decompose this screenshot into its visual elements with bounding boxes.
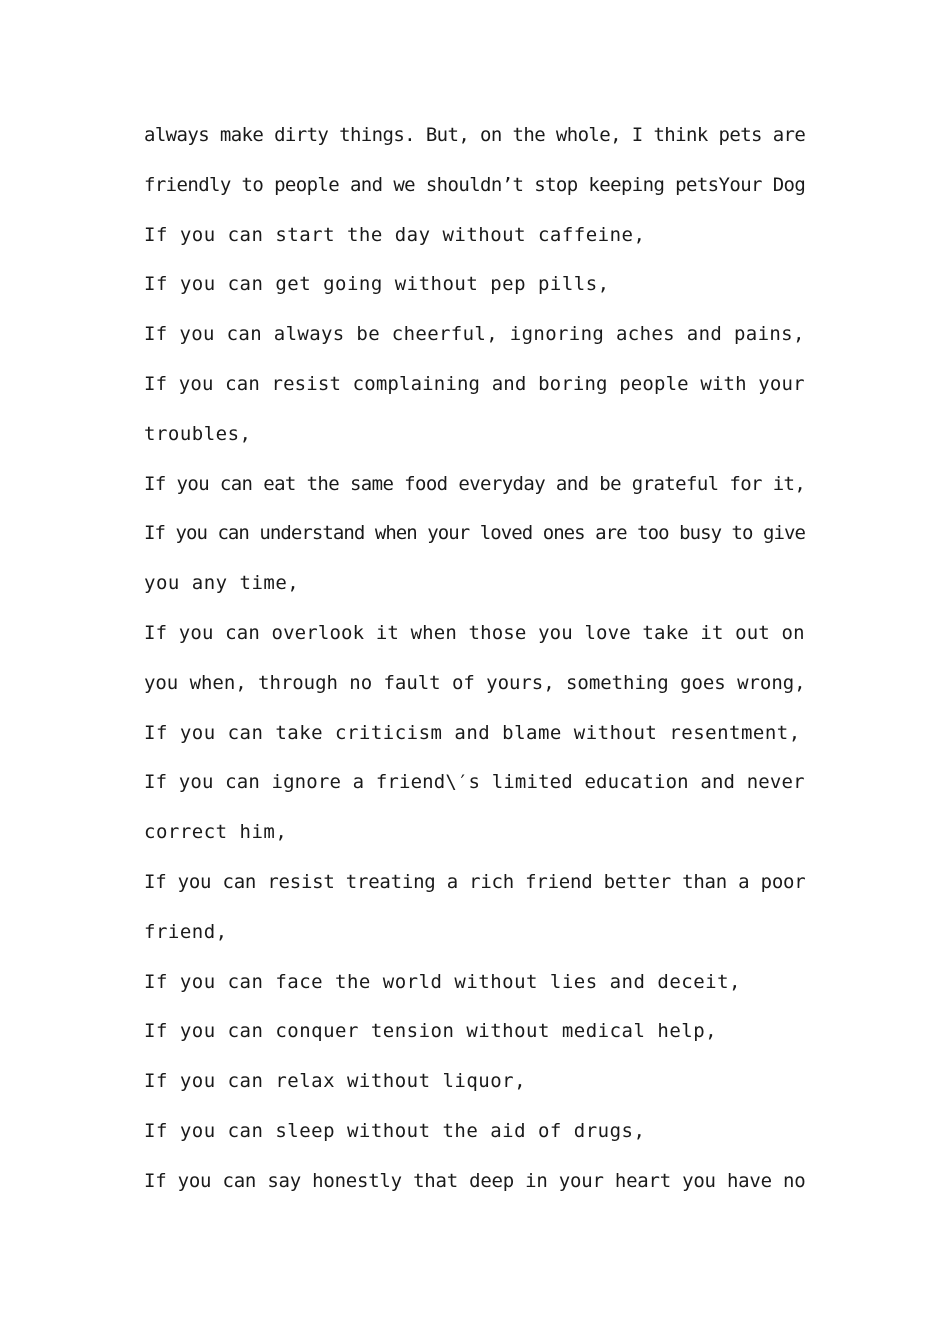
text-line: If you can resist complaining and boring people with your <box>144 372 805 395</box>
text-line: correct him, <box>144 821 288 844</box>
text-line: If you can relax without liquor, <box>144 1070 527 1093</box>
text-line: If you can conquer tension without medical help, <box>144 1020 718 1043</box>
body-text <box>144 111 808 1207</box>
text-line: If you can eat the same food everyday and be grateful for it, <box>144 472 806 495</box>
text-line: If you can start the day without caffeine, <box>144 223 646 246</box>
text-line: If you can ignore a friend\′s limited education and never <box>144 771 805 794</box>
text-line: If you can sleep without the aid of drugs, <box>144 1119 646 1142</box>
text-line: If you can overlook it when those you love take it out on <box>144 621 805 644</box>
text-line: always make dirty things. But, on the whole, I think pets are <box>144 124 806 146</box>
text-line: If you can take criticism and blame without resentment, <box>144 721 801 744</box>
text-line: If you can get going without pep pills, <box>144 273 610 296</box>
text-line: If you can say honestly that deep in your heart you have no <box>144 1169 806 1192</box>
text-line: If you can understand when your loved ones are too busy to give <box>144 522 806 545</box>
text-line: If you can always be cheerful, ignoring aches and pains, <box>144 323 805 346</box>
text-line: If you can face the world without lies and deceit, <box>144 970 741 993</box>
text-line: friendly to people and we shouldn’t stop keeping petsYour Dog <box>144 173 806 196</box>
text-line: If you can resist treating a rich friend better than a poor <box>144 870 806 893</box>
text-line: friend, <box>144 920 228 943</box>
text-line: troubles, <box>144 422 252 445</box>
text-line: you any time, <box>144 572 300 595</box>
text-line: you when, through no fault of yours, something goes wrong, <box>144 671 806 694</box>
